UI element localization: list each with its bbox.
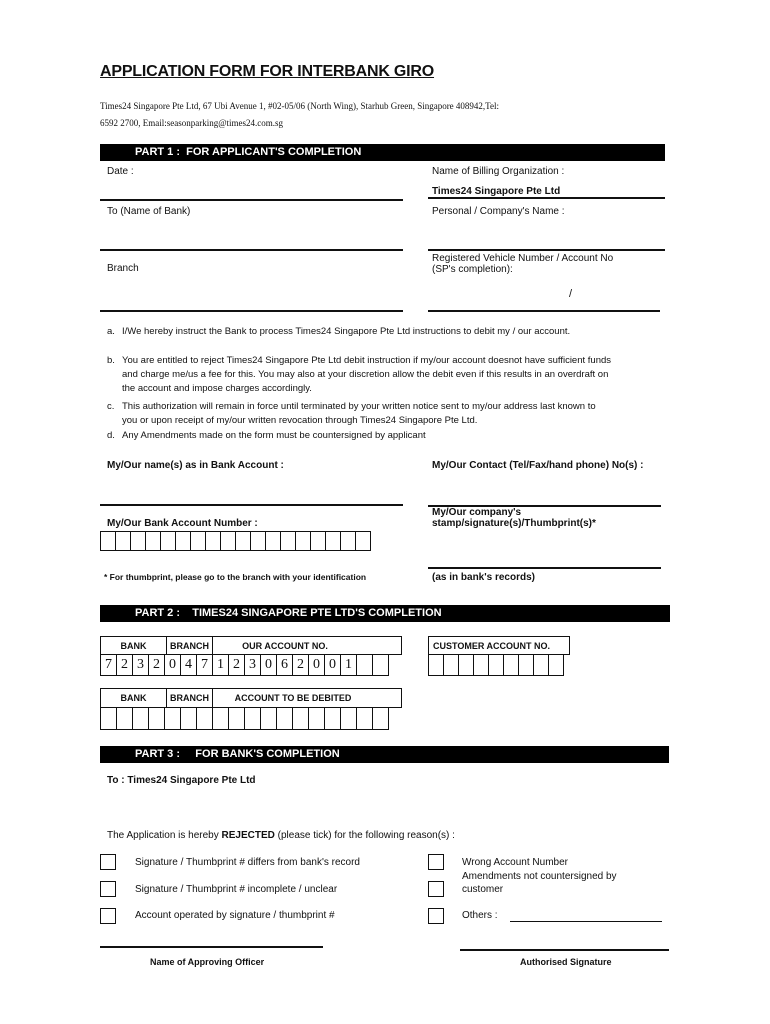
vehicle-number-field[interactable] — [428, 310, 660, 312]
billing-org-value: Times24 Singapore Pte Ltd — [432, 186, 561, 197]
debit-account-boxes[interactable] — [100, 707, 389, 730]
digit-box: 2 — [228, 654, 245, 676]
to-line: To : Times24 Singapore Pte Ltd — [107, 775, 256, 786]
digit-box: 2 — [116, 654, 133, 676]
branch-label: Branch — [107, 263, 139, 274]
digit-box: 4 — [180, 654, 197, 676]
account-number-box[interactable] — [280, 531, 296, 551]
bank-name-field[interactable] — [100, 249, 403, 251]
reason-wrong-account: Wrong Account Number — [462, 857, 568, 868]
account-number-box[interactable] — [295, 531, 311, 551]
reason-others: Others : — [462, 910, 498, 921]
our-account-digits — [100, 654, 389, 676]
digit-box: 2 — [292, 654, 309, 676]
bank-records-note: (as in bank's records) — [432, 572, 535, 583]
vehicle-label-line1: Registered Vehicle Number / Account No — [432, 253, 614, 264]
thumbprint-note: * For thumbprint, please go to the branch with your identification — [104, 572, 367, 582]
debit-account-box[interactable] — [244, 707, 261, 730]
digit-box: 0 — [260, 654, 277, 676]
authorised-signature-field[interactable] — [460, 949, 669, 951]
rejected-statement: The Application is hereby REJECTED (please tick) for the following reason(s) : — [107, 830, 455, 841]
authorised-signature-label: Authorised Signature — [520, 957, 612, 967]
digit-box: 7 — [100, 654, 117, 676]
debit-account-box[interactable] — [164, 707, 181, 730]
debit-account-box[interactable] — [324, 707, 341, 730]
account-number-box[interactable] — [100, 531, 116, 551]
debit-account-box[interactable] — [148, 707, 165, 730]
reason-account-operated: Account operated by signature / thumbprint # — [135, 910, 335, 921]
clause-d: d. Any Amendments made on the form must be countersigned by applicant — [107, 430, 426, 441]
debit-account-box[interactable] — [292, 707, 309, 730]
branch-field[interactable] — [100, 310, 403, 312]
company-address-line2: 6592 2700, Email:seasonparking@times24.com.sg — [100, 118, 284, 128]
customer-account-box[interactable] — [473, 654, 489, 676]
customer-account-box[interactable] — [428, 654, 444, 676]
branch-label-debit: BRANCH — [170, 693, 209, 703]
digit-box: 2 — [148, 654, 165, 676]
debit-account-box[interactable] — [212, 707, 229, 730]
customer-account-label: CUSTOMER ACCOUNT NO. — [433, 640, 550, 651]
our-account-header — [100, 636, 402, 655]
account-number-box[interactable] — [250, 531, 266, 551]
contact-label: My/Our Contact (Tel/Fax/hand phone) No(s) : — [432, 460, 644, 471]
vehicle-label-line2: (SP's completion): — [432, 264, 513, 275]
account-names-field[interactable] — [100, 504, 403, 506]
clause-c: c. This authorization will remain in force until terminated by your written notice sent to my/our address last known to you or upon receipt of my/our written revocation through Times24 Singapore Pte Ltd. — [107, 401, 596, 426]
digit-box: 7 — [196, 654, 213, 676]
account-number-boxes[interactable] — [100, 531, 371, 551]
customer-account-box[interactable] — [488, 654, 504, 676]
customer-account-box[interactable] — [548, 654, 564, 676]
stamp-signature-field[interactable] — [428, 567, 661, 569]
account-number-box[interactable] — [175, 531, 191, 551]
billing-org-line — [428, 197, 665, 199]
reason-amendments-line2: customer — [462, 884, 504, 895]
customer-account-header — [428, 636, 570, 655]
reason-signature-incomplete: Signature / Thumbprint # incomplete / unclear — [135, 884, 338, 895]
our-account-label: OUR ACCOUNT NO. — [242, 640, 328, 651]
debit-account-box[interactable] — [308, 707, 325, 730]
customer-account-box[interactable] — [533, 654, 549, 676]
date-label: Date : — [107, 166, 134, 177]
bank-label-debit: BANK — [120, 693, 147, 703]
reason-signature-differs: Signature / Thumbprint # differs from bank's record — [135, 857, 360, 868]
reason-checkbox[interactable] — [428, 854, 444, 870]
bank-name-label: To (Name of Bank) — [107, 206, 191, 217]
account-names-label: My/Our name(s) as in Bank Account : — [107, 460, 284, 471]
debit-account-box[interactable] — [356, 707, 373, 730]
customer-account-box[interactable] — [503, 654, 519, 676]
approving-officer-field[interactable] — [100, 946, 323, 948]
debit-account-header — [100, 688, 402, 708]
reason-checkbox[interactable] — [100, 854, 116, 870]
reason-checkbox[interactable] — [100, 881, 116, 897]
company-name-field[interactable] — [428, 249, 665, 251]
customer-account-box[interactable] — [443, 654, 459, 676]
account-number-box[interactable] — [340, 531, 356, 551]
account-number-box[interactable] — [130, 531, 146, 551]
debit-account-box[interactable] — [196, 707, 213, 730]
part3-header: PART 3 : FOR BANK'S COMPLETION — [135, 748, 340, 760]
digit-box: 3 — [132, 654, 149, 676]
bank-label: BANK — [120, 640, 147, 651]
billing-org-label: Name of Billing Organization : — [432, 166, 565, 177]
digit-box: 1 — [212, 654, 229, 676]
account-number-box[interactable] — [145, 531, 161, 551]
reason-checkbox[interactable] — [428, 908, 444, 924]
digit-box: 0 — [164, 654, 181, 676]
part1-header-bar — [100, 144, 665, 161]
account-number-label: My/Our Bank Account Number : — [107, 518, 258, 529]
account-to-debit-label: ACCOUNT TO BE DEBITED — [234, 693, 352, 703]
account-number-box[interactable] — [325, 531, 341, 551]
digit-box: 1 — [340, 654, 357, 676]
account-number-box[interactable] — [310, 531, 326, 551]
digit-box: 0 — [308, 654, 325, 676]
stamp-label-line2: stamp/signature(s)/Thumbprint(s)* — [432, 518, 596, 529]
part1-header: PART 1 : FOR APPLICANT'S COMPLETION — [135, 146, 362, 158]
debit-account-box[interactable] — [260, 707, 277, 730]
approving-officer-label: Name of Approving Officer — [150, 957, 265, 967]
debit-account-box[interactable] — [180, 707, 197, 730]
debit-account-box[interactable] — [276, 707, 293, 730]
reason-amendments-line1: Amendments not countersigned by — [462, 871, 617, 882]
account-number-box[interactable] — [220, 531, 236, 551]
account-number-box[interactable] — [265, 531, 281, 551]
digit-box: 6 — [276, 654, 293, 676]
reason-checkbox[interactable] — [428, 881, 444, 897]
digit-box: 0 — [324, 654, 341, 676]
digit-box — [356, 654, 373, 676]
vehicle-slash: / — [569, 288, 573, 300]
reason-checkbox[interactable] — [100, 908, 116, 924]
clause-a: a. I/We hereby instruct the Bank to process Times24 Singapore Pte Ltd instructions to debit my / our account. — [107, 326, 571, 337]
account-number-box[interactable] — [160, 531, 176, 551]
account-number-box[interactable] — [235, 531, 251, 551]
debit-account-box[interactable] — [132, 707, 149, 730]
customer-account-box[interactable] — [458, 654, 474, 676]
digit-box — [372, 654, 389, 676]
part2-header: PART 2 : TIMES24 SINGAPORE PTE LTD'S COMPLETION — [135, 607, 442, 619]
branch-label-p2: BRANCH — [170, 640, 209, 651]
part3-header-bar — [100, 746, 669, 763]
others-field[interactable] — [510, 921, 662, 922]
account-number-box[interactable] — [355, 531, 371, 551]
account-number-box[interactable] — [205, 531, 221, 551]
debit-account-box[interactable] — [100, 707, 117, 730]
date-field[interactable] — [100, 199, 403, 201]
debit-account-box[interactable] — [372, 707, 389, 730]
form-title: APPLICATION FORM FOR INTERBANK GIRO — [100, 63, 435, 80]
debit-account-box[interactable] — [116, 707, 133, 730]
customer-account-box[interactable] — [518, 654, 534, 676]
stamp-label-line1: My/Our company's — [432, 507, 522, 518]
part2-header-bar — [100, 605, 670, 622]
clause-b: b. You are entitled to reject Times24 Singapore Pte Ltd debit instruction if my/our account doesnot have sufficient funds and charge me/us a fee for this. You may also at your discretion allow the debit even if this results in an overdraft on the account and impose charges accordingly. — [107, 355, 612, 394]
debit-account-box[interactable] — [228, 707, 245, 730]
account-number-box[interactable] — [190, 531, 206, 551]
account-number-box[interactable] — [115, 531, 131, 551]
personal-company-label: Personal / Company's Name : — [432, 206, 565, 217]
company-address-line1: Times24 Singapore Pte Ltd, 67 Ubi Avenue 1, #02-05/06 (North Wing), Starhub Green, Singapore 408942,Tel: — [100, 101, 500, 111]
debit-account-box[interactable] — [340, 707, 357, 730]
digit-box: 3 — [244, 654, 261, 676]
customer-account-boxes[interactable] — [428, 654, 564, 676]
